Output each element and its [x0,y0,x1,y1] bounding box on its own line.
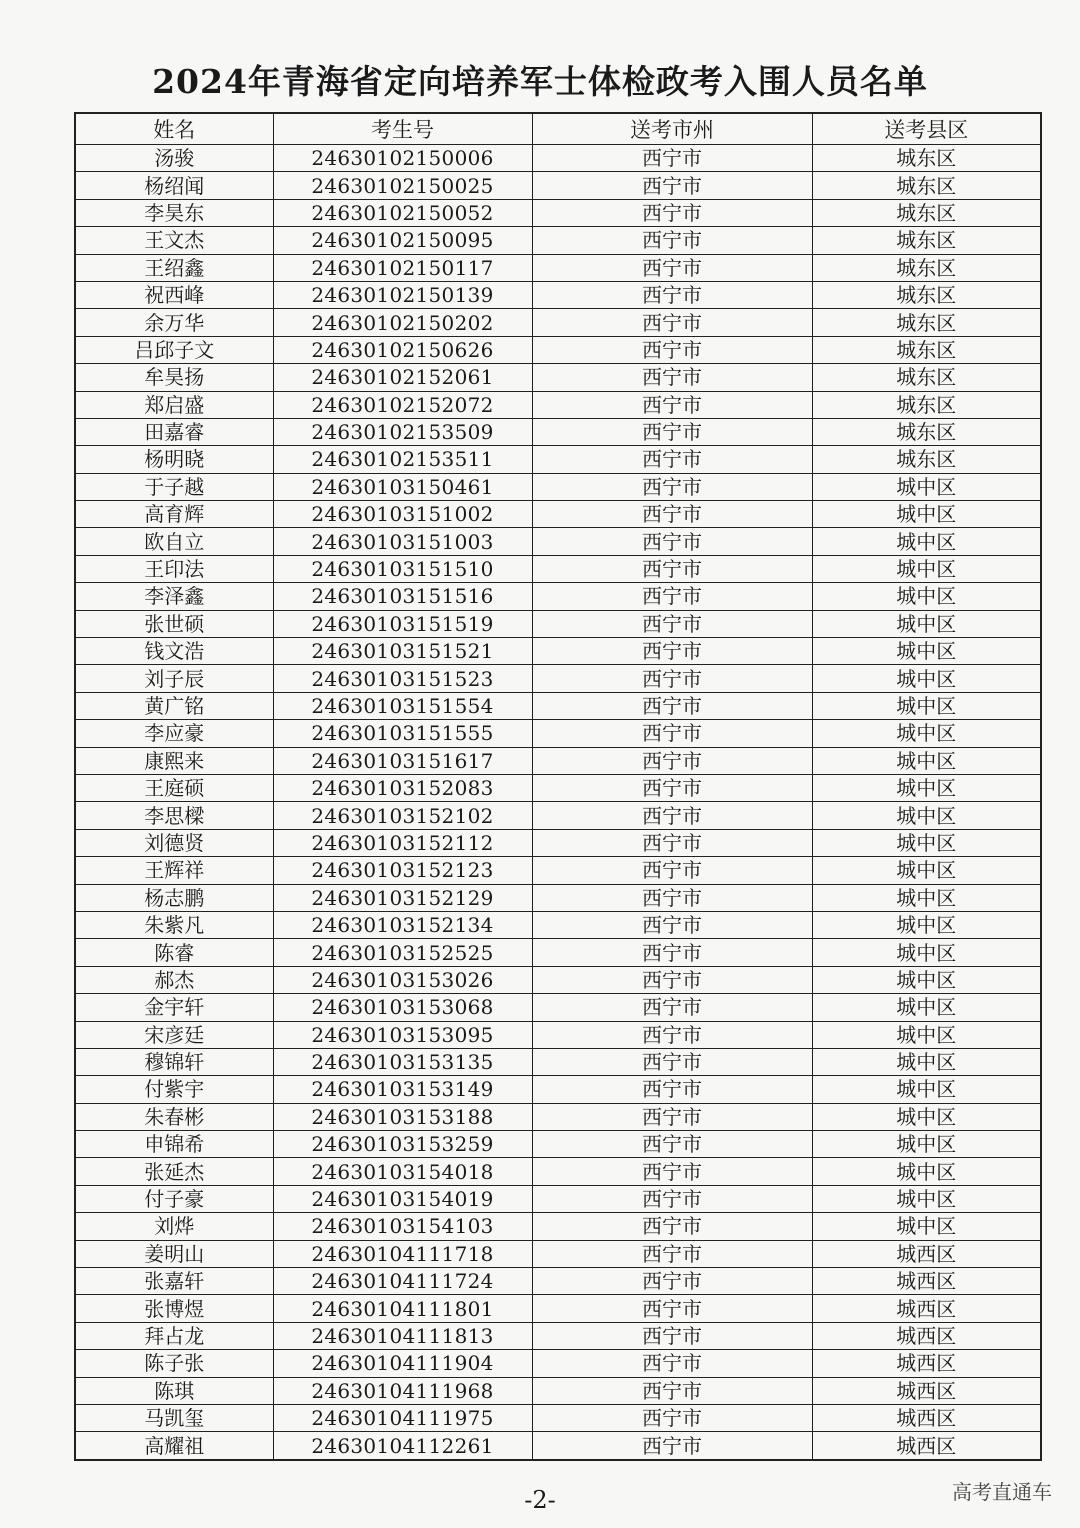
cell-name: 张博煜 [75,1295,273,1322]
cell-name: 金宇轩 [75,994,273,1021]
cell-exam-number: 24630102150139 [273,281,532,308]
cell-exam-number: 24630103151555 [273,720,532,747]
cell-exam-number: 24630103152123 [273,857,532,884]
cell-district: 城中区 [812,555,1041,582]
cell-exam-number: 24630103152102 [273,802,532,829]
cell-city: 西宁市 [532,665,812,692]
cell-district: 城中区 [812,610,1041,637]
cell-city: 西宁市 [532,364,812,391]
table-row [75,1185,1041,1212]
cell-exam-number: 24630104111813 [273,1322,532,1349]
table-row [75,1350,1041,1377]
cell-city: 西宁市 [532,418,812,445]
cell-city: 西宁市 [532,528,812,555]
table-row [75,555,1041,582]
cell-district: 城中区 [812,1213,1041,1240]
table-row [75,528,1041,555]
table-row [75,199,1041,226]
cell-exam-number: 24630103152083 [273,774,532,801]
cell-exam-number: 24630102150006 [273,145,532,172]
cell-name: 祝西峰 [75,281,273,308]
cell-exam-number: 24630103153259 [273,1131,532,1158]
cell-name: 李思樑 [75,802,273,829]
cell-city: 西宁市 [532,747,812,774]
cell-district: 城中区 [812,583,1041,610]
cell-district: 城中区 [812,692,1041,719]
cell-exam-number: 24630103151003 [273,528,532,555]
table-row [75,309,1041,336]
cell-district: 城中区 [812,1048,1041,1075]
cell-exam-number: 24630104111801 [273,1295,532,1322]
cell-district: 城中区 [812,802,1041,829]
cell-city: 西宁市 [532,829,812,856]
table-row [75,774,1041,801]
cell-exam-number: 24630104111724 [273,1268,532,1295]
cell-exam-number: 24630103154018 [273,1158,532,1185]
cell-city: 西宁市 [532,199,812,226]
cell-district: 城中区 [812,774,1041,801]
cell-district: 城中区 [812,857,1041,884]
cell-name: 张世硕 [75,610,273,637]
cell-exam-number: 24630102150117 [273,254,532,281]
cell-name: 申锦希 [75,1131,273,1158]
header-name: 姓名 [75,113,273,145]
cell-name: 王辉祥 [75,857,273,884]
cell-city: 西宁市 [532,1021,812,1048]
cell-name: 王庭硕 [75,774,273,801]
table-row [75,665,1041,692]
cell-exam-number: 24630103152134 [273,911,532,938]
cell-district: 城中区 [812,1021,1041,1048]
cell-city: 西宁市 [532,446,812,473]
table-row [75,966,1041,993]
cell-name: 刘子辰 [75,665,273,692]
table-row [75,857,1041,884]
table-row [75,638,1041,665]
cell-city: 西宁市 [532,336,812,363]
cell-exam-number: 24630103153149 [273,1076,532,1103]
cell-city: 西宁市 [532,1350,812,1377]
cell-district: 城东区 [812,281,1041,308]
table-row [75,802,1041,829]
cell-city: 西宁市 [532,555,812,582]
table-row [75,418,1041,445]
table-body [75,145,1041,1460]
cell-district: 城东区 [812,172,1041,199]
cell-city: 西宁市 [532,1432,812,1460]
cell-city: 西宁市 [532,473,812,500]
cell-district: 城中区 [812,665,1041,692]
cell-exam-number: 24630103151516 [273,583,532,610]
cell-city: 西宁市 [532,281,812,308]
cell-district: 城中区 [812,638,1041,665]
cell-city: 西宁市 [532,1268,812,1295]
cell-name: 李应豪 [75,720,273,747]
cell-city: 西宁市 [532,1076,812,1103]
cell-district: 城西区 [812,1240,1041,1267]
cell-district: 城中区 [812,1076,1041,1103]
document-title: 2024年青海省定向培养军士体检政考入围人员名单 [152,62,928,101]
cell-name: 康熙来 [75,747,273,774]
table-row [75,1103,1041,1130]
cell-exam-number: 24630102150052 [273,199,532,226]
cell-exam-number: 24630104111975 [273,1404,532,1431]
table-row [75,939,1041,966]
cell-name: 张嘉轩 [75,1268,273,1295]
cell-city: 西宁市 [532,1322,812,1349]
cell-name: 杨明晓 [75,446,273,473]
table-row [75,1377,1041,1404]
table-row [75,1240,1041,1267]
cell-city: 西宁市 [532,1213,812,1240]
cell-name: 穆锦轩 [75,1048,273,1075]
candidate-table-container [74,112,1040,1461]
cell-city: 西宁市 [532,692,812,719]
cell-city: 西宁市 [532,720,812,747]
cell-district: 城西区 [812,1377,1041,1404]
cell-city: 西宁市 [532,884,812,911]
cell-city: 西宁市 [532,391,812,418]
cell-district: 城东区 [812,364,1041,391]
cell-name: 吕邱子文 [75,336,273,363]
cell-name: 张延杰 [75,1158,273,1185]
cell-city: 西宁市 [532,774,812,801]
cell-district: 城中区 [812,939,1041,966]
table-row [75,1131,1041,1158]
cell-district: 城东区 [812,145,1041,172]
cell-name: 李泽鑫 [75,583,273,610]
cell-city: 西宁市 [532,1404,812,1431]
cell-city: 西宁市 [532,1103,812,1130]
cell-exam-number: 24630104111968 [273,1377,532,1404]
cell-exam-number: 24630103152525 [273,939,532,966]
table-row [75,1048,1041,1075]
cell-district: 城西区 [812,1268,1041,1295]
cell-name: 付紫宇 [75,1076,273,1103]
cell-district: 城东区 [812,309,1041,336]
cell-city: 西宁市 [532,1048,812,1075]
cell-name: 黄广铭 [75,692,273,719]
cell-district: 城中区 [812,1158,1041,1185]
cell-district: 城西区 [812,1322,1041,1349]
cell-name: 杨志鹏 [75,884,273,911]
cell-name: 田嘉睿 [75,418,273,445]
cell-name: 余万华 [75,309,273,336]
cell-exam-number: 24630103151519 [273,610,532,637]
table-row [75,911,1041,938]
cell-city: 西宁市 [532,254,812,281]
cell-district: 城东区 [812,254,1041,281]
cell-city: 西宁市 [532,994,812,1021]
cell-district: 城中区 [812,884,1041,911]
cell-district: 城东区 [812,391,1041,418]
cell-name: 拜占龙 [75,1322,273,1349]
cell-name: 高育辉 [75,501,273,528]
cell-district: 城中区 [812,1131,1041,1158]
cell-exam-number: 24630103154019 [273,1185,532,1212]
cell-city: 西宁市 [532,501,812,528]
cell-name: 姜明山 [75,1240,273,1267]
table-row [75,336,1041,363]
table-row [75,610,1041,637]
cell-name: 王文杰 [75,227,273,254]
cell-name: 杨绍闻 [75,172,273,199]
cell-district: 城中区 [812,720,1041,747]
header-city: 送考市州 [532,113,812,145]
cell-district: 城西区 [812,1295,1041,1322]
table-row [75,473,1041,500]
cell-exam-number: 24630103152129 [273,884,532,911]
cell-district: 城东区 [812,227,1041,254]
cell-name: 王印法 [75,555,273,582]
table-row [75,1213,1041,1240]
table-row [75,1021,1041,1048]
cell-exam-number: 24630102150095 [273,227,532,254]
cell-exam-number: 24630103153095 [273,1021,532,1048]
cell-city: 西宁市 [532,638,812,665]
cell-exam-number: 24630103150461 [273,473,532,500]
cell-city: 西宁市 [532,583,812,610]
cell-district: 城中区 [812,966,1041,993]
table-row [75,391,1041,418]
table-row [75,829,1041,856]
cell-exam-number: 24630103151554 [273,692,532,719]
table-row [75,583,1041,610]
cell-city: 西宁市 [532,309,812,336]
cell-district: 城西区 [812,1350,1041,1377]
table-row [75,692,1041,719]
table-row [75,1268,1041,1295]
cell-district: 城中区 [812,1185,1041,1212]
cell-exam-number: 24630104111904 [273,1350,532,1377]
cell-city: 西宁市 [532,145,812,172]
cell-exam-number: 24630102153509 [273,418,532,445]
table-header-row [75,113,1041,145]
cell-exam-number: 24630102150025 [273,172,532,199]
cell-name: 李昊东 [75,199,273,226]
cell-district: 城东区 [812,446,1041,473]
cell-district: 城中区 [812,911,1041,938]
cell-name: 马凯玺 [75,1404,273,1431]
page-number: -2- [524,1486,556,1514]
cell-city: 西宁市 [532,610,812,637]
cell-name: 郑启盛 [75,391,273,418]
table-row [75,227,1041,254]
cell-exam-number: 24630103151002 [273,501,532,528]
cell-city: 西宁市 [532,1131,812,1158]
cell-district: 城中区 [812,747,1041,774]
cell-city: 西宁市 [532,1158,812,1185]
cell-exam-number: 24630103151521 [273,638,532,665]
cell-name: 陈琪 [75,1377,273,1404]
table-row [75,1432,1041,1460]
cell-name: 宋彦廷 [75,1021,273,1048]
cell-exam-number: 24630102152072 [273,391,532,418]
cell-exam-number: 24630103153135 [273,1048,532,1075]
cell-name: 钱文浩 [75,638,273,665]
cell-city: 西宁市 [532,1240,812,1267]
table-row [75,281,1041,308]
cell-city: 西宁市 [532,939,812,966]
cell-name: 欧自立 [75,528,273,555]
cell-city: 西宁市 [532,857,812,884]
header-exam-number: 考生号 [273,113,532,145]
table-row [75,1158,1041,1185]
cell-district: 城东区 [812,336,1041,363]
cell-exam-number: 24630103152112 [273,829,532,856]
table-row [75,994,1041,1021]
cell-name: 于子越 [75,473,273,500]
cell-name: 陈睿 [75,939,273,966]
cell-name: 刘烨 [75,1213,273,1240]
table-row [75,1295,1041,1322]
table-row [75,720,1041,747]
table-row [75,884,1041,911]
header-district: 送考县区 [812,113,1041,145]
cell-name: 牟昊扬 [75,364,273,391]
cell-city: 西宁市 [532,1185,812,1212]
table-row [75,1322,1041,1349]
cell-exam-number: 24630104111718 [273,1240,532,1267]
cell-exam-number: 24630103151510 [273,555,532,582]
cell-district: 城西区 [812,1404,1041,1431]
cell-district: 城中区 [812,528,1041,555]
cell-district: 城中区 [812,994,1041,1021]
cell-name: 陈子张 [75,1350,273,1377]
cell-name: 汤骏 [75,145,273,172]
cell-name: 王绍鑫 [75,254,273,281]
cell-exam-number: 24630103153068 [273,994,532,1021]
cell-city: 西宁市 [532,1295,812,1322]
table-row [75,501,1041,528]
table-row [75,145,1041,172]
cell-exam-number: 24630102150202 [273,309,532,336]
cell-city: 西宁市 [532,227,812,254]
cell-exam-number: 24630103153026 [273,966,532,993]
cell-city: 西宁市 [532,911,812,938]
cell-exam-number: 24630102153511 [273,446,532,473]
cell-district: 城中区 [812,829,1041,856]
cell-exam-number: 24630103153188 [273,1103,532,1130]
table-row [75,364,1041,391]
cell-name: 高耀祖 [75,1432,273,1460]
table-row [75,1404,1041,1431]
cell-exam-number: 24630103154103 [273,1213,532,1240]
cell-name: 付子豪 [75,1185,273,1212]
table-row [75,747,1041,774]
table-row [75,446,1041,473]
table-row [75,1076,1041,1103]
cell-district: 城中区 [812,1103,1041,1130]
cell-district: 城中区 [812,473,1041,500]
cell-exam-number: 24630102152061 [273,364,532,391]
candidate-table [74,112,1042,1461]
cell-exam-number: 24630104112261 [273,1432,532,1460]
table-row [75,254,1041,281]
cell-district: 城中区 [812,501,1041,528]
cell-name: 郝杰 [75,966,273,993]
cell-name: 刘德贤 [75,829,273,856]
cell-exam-number: 24630102150626 [273,336,532,363]
cell-exam-number: 24630103151523 [273,665,532,692]
cell-district: 城东区 [812,418,1041,445]
cell-exam-number: 24630103151617 [273,747,532,774]
cell-name: 朱春彬 [75,1103,273,1130]
cell-city: 西宁市 [532,802,812,829]
cell-name: 朱紫凡 [75,911,273,938]
cell-city: 西宁市 [532,966,812,993]
cell-city: 西宁市 [532,172,812,199]
cell-city: 西宁市 [532,1377,812,1404]
cell-district: 城西区 [812,1432,1041,1460]
watermark: 高考直通车 [952,1480,1052,1504]
cell-district: 城东区 [812,199,1041,226]
table-row [75,172,1041,199]
